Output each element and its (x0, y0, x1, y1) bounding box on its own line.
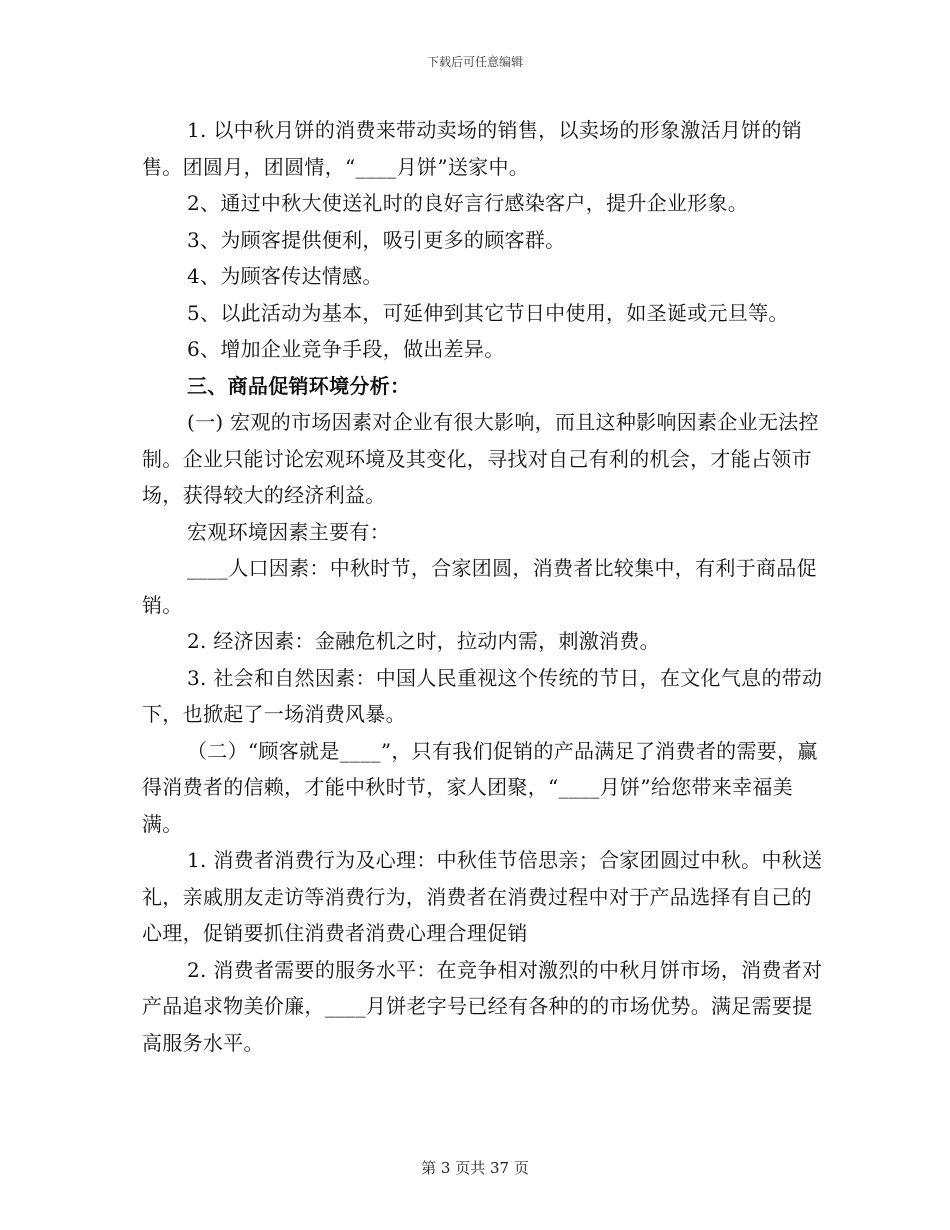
paragraph-3: 3、为顾客提供便利，吸引更多的顾客群。 (187, 227, 566, 252)
paragraph-4: 4、为顾客传达情感。 (187, 264, 383, 288)
paragraph-2: 2、通过中秋大使送礼时的良好言行感染客户，提升企业形象。 (187, 191, 749, 215)
paragraph-service-level: 2. 消费者需要的服务水平：在竞争相对激烈的中秋月饼市场，消费者对产品追求物美价廉，____月饼老字号已经有各种的的市场优势。满足需要提高服务水平。 (142, 957, 823, 1055)
paragraph-5: 5、以此活动为基本，可延伸到其它节日中使用，如圣诞或元旦等。 (187, 300, 789, 325)
paragraph-customer: （二）“顾客就是____”，只有我们促销的产品满足了消费者的需要，赢得消费者的信赖，才能中秋时节，家人团聚，“____月饼”给您带来幸福美满。 (142, 738, 818, 836)
section-heading: 三、商品促销环境分析： (187, 373, 411, 398)
paragraph-6: 6、增加企业竞争手段，做出差异。 (187, 337, 505, 361)
paragraph-macro-intro: (一) 宏观的市场因素对企业有很大影响，而且这种影响因素企业无法控制。企业只能讨论宏观环境及其变化，寻找对自己有利的机会，才能占领市场，获得较大的经济利益。 (142, 410, 819, 507)
paragraph-population: ____人口因素：中秋时节，合家团圆，消费者比较集中，有利于商品促销。 (142, 556, 817, 617)
paragraph-consumer-behavior: 1. 消费者消费行为及心理：中秋佳节倍思亲；合家团圆过中秋。中秋送礼，亲戚朋友走访等消费行为，消费者在消费过程中对于产品选择有自己的心理，促销要抓住消费者消费心理合理促销 (142, 848, 823, 945)
document-body (142, 112, 832, 1061)
page-header: 下载后可任意编辑 (426, 55, 523, 69)
paragraph-1: 1. 以中秋月饼的消费来带动卖场的销售，以卖场的形象激活月饼的销售。团圆月，团圆情，“____月饼”送家中。 (142, 118, 803, 179)
paragraph-society: 3. 社会和自然因素：中国人民重视这个传统的节日，在文化气息的带动下，也掀起了一场消费风暴。 (142, 665, 823, 726)
paragraph-macro-factors: 宏观环境因素主要有： (187, 519, 390, 544)
paragraph-economy: 2. 经济因素：金融危机之时，拉动内需，刺激消费。 (187, 629, 660, 653)
page-footer: 第 3 页共 37 页 (421, 1159, 529, 1177)
